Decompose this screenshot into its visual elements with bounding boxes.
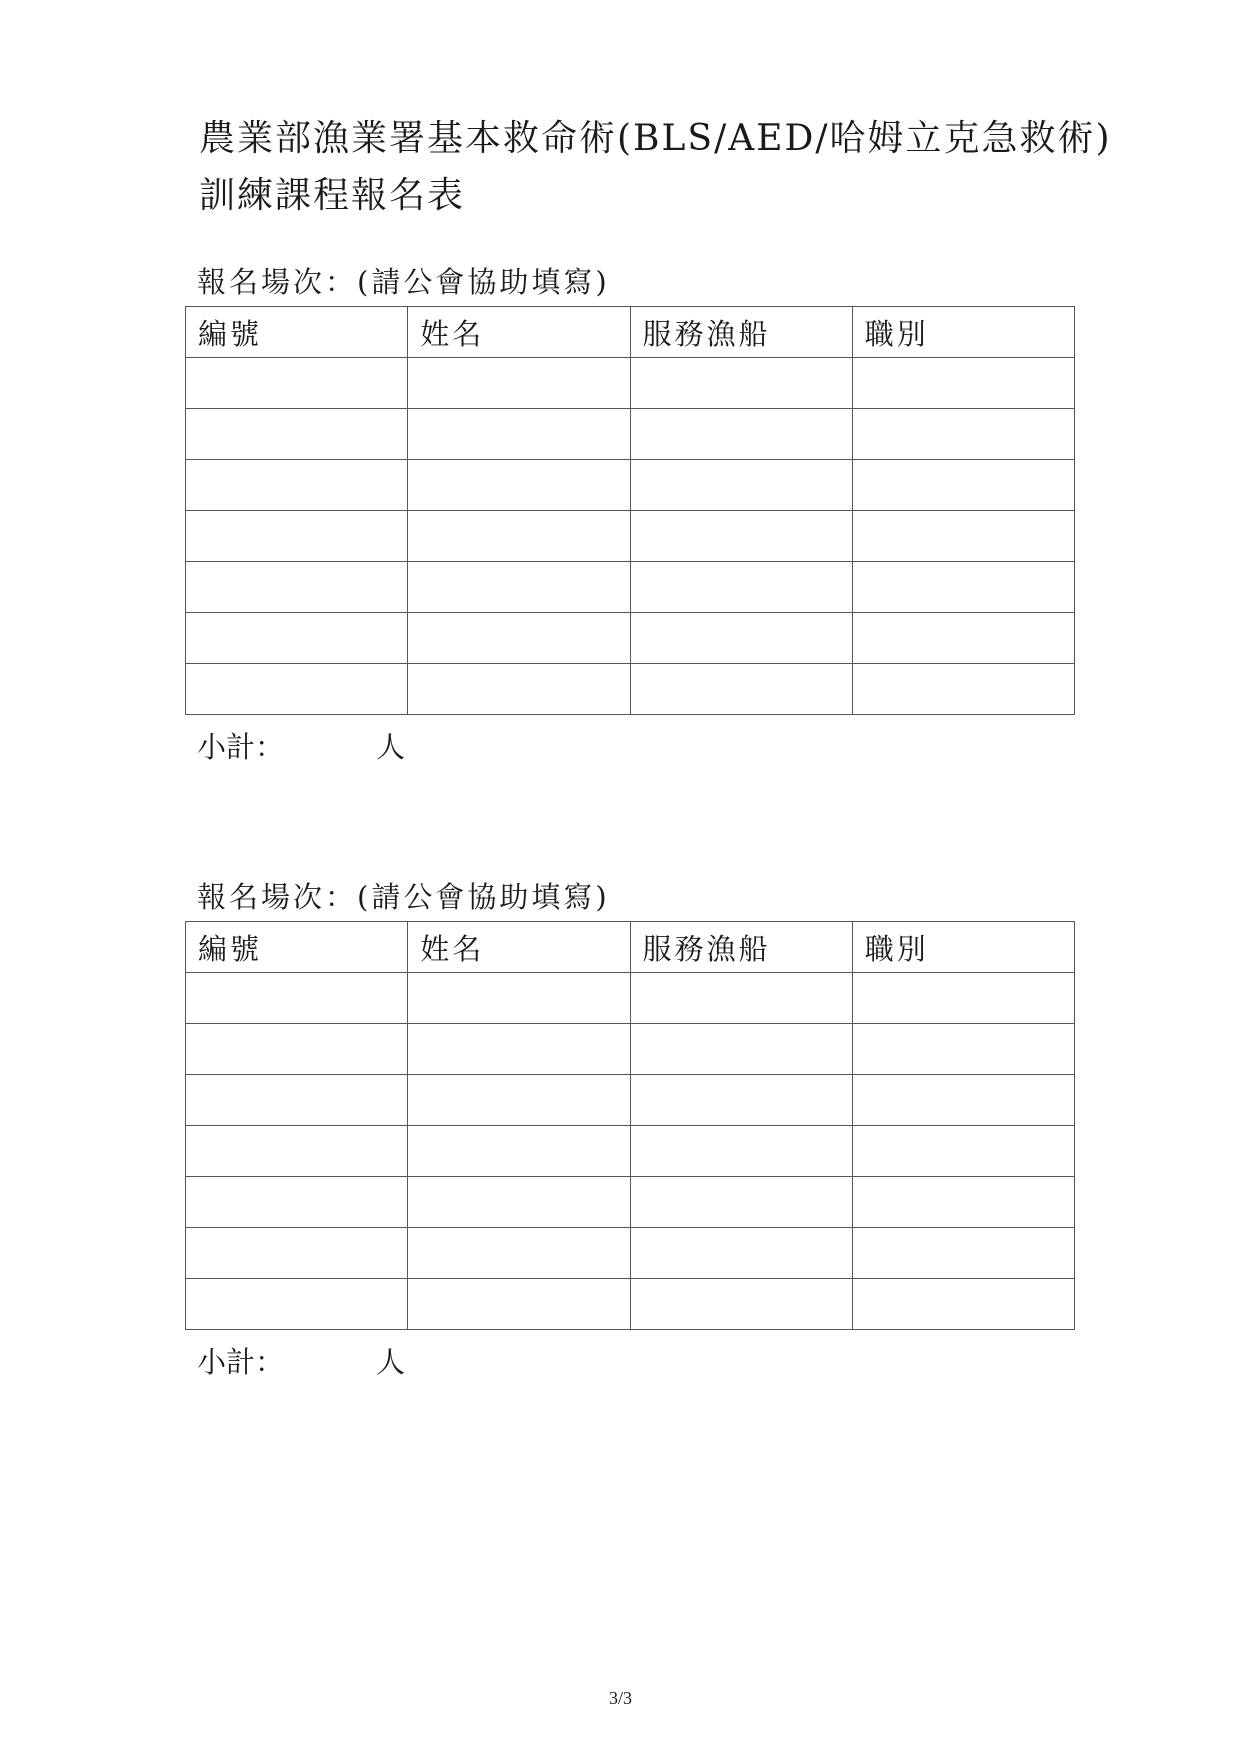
table-row xyxy=(186,358,1075,409)
column-header-name: 姓名 xyxy=(408,307,630,358)
table-cell[interactable] xyxy=(630,1024,852,1075)
registration-table xyxy=(185,306,1075,715)
table-cell[interactable] xyxy=(408,460,630,511)
table-cell[interactable] xyxy=(630,1228,852,1279)
table-cell[interactable] xyxy=(852,664,1074,715)
table-row xyxy=(186,409,1075,460)
table-cell[interactable] xyxy=(630,358,852,409)
page-number: 3/3 xyxy=(608,1688,632,1708)
table-row xyxy=(186,1177,1075,1228)
table-cell[interactable] xyxy=(408,973,630,1024)
registration-table xyxy=(185,921,1075,1330)
table-row xyxy=(186,1279,1075,1330)
table-cell[interactable] xyxy=(852,460,1074,511)
table-cell[interactable] xyxy=(852,1126,1074,1177)
session-label: 報名場次：(請公會協助填寫) xyxy=(197,880,610,914)
table-row xyxy=(186,1075,1075,1126)
column-header-position: 職別 xyxy=(852,922,1074,973)
table-row xyxy=(186,1126,1075,1177)
table-row xyxy=(186,664,1075,715)
table-cell[interactable] xyxy=(852,1279,1074,1330)
table-cell[interactable] xyxy=(408,562,630,613)
registration-section-2 xyxy=(185,877,1075,1382)
table-cell[interactable] xyxy=(408,1024,630,1075)
table-cell[interactable] xyxy=(852,358,1074,409)
table-cell[interactable] xyxy=(186,409,408,460)
table-cell[interactable] xyxy=(630,973,852,1024)
table-cell[interactable] xyxy=(408,409,630,460)
column-header-position: 職別 xyxy=(852,307,1074,358)
table-cell[interactable] xyxy=(186,1177,408,1228)
column-header-name: 姓名 xyxy=(408,922,630,973)
table-row xyxy=(186,511,1075,562)
table-cell[interactable] xyxy=(186,1024,408,1075)
table-cell[interactable] xyxy=(186,358,408,409)
table-cell[interactable] xyxy=(186,1279,408,1330)
table-cell[interactable] xyxy=(408,1279,630,1330)
table-cell[interactable] xyxy=(852,973,1074,1024)
table-cell[interactable] xyxy=(630,613,852,664)
table-cell[interactable] xyxy=(408,1126,630,1177)
table-cell[interactable] xyxy=(408,511,630,562)
table-cell[interactable] xyxy=(630,1126,852,1177)
subtotal xyxy=(185,727,1075,767)
subtotal-label: 小計： xyxy=(197,1345,285,1379)
column-header-number: 編號 xyxy=(186,307,408,358)
table-row xyxy=(186,613,1075,664)
table-cell[interactable] xyxy=(408,358,630,409)
table-header-row xyxy=(186,922,1075,973)
table-cell[interactable] xyxy=(186,1075,408,1126)
document-title xyxy=(199,110,1112,224)
table-row xyxy=(186,973,1075,1024)
table-row xyxy=(186,562,1075,613)
table-cell[interactable] xyxy=(186,613,408,664)
subtotal-unit: 人 xyxy=(376,730,406,764)
registration-section-1 xyxy=(185,262,1075,767)
table-cell[interactable] xyxy=(186,460,408,511)
table-cell[interactable] xyxy=(852,562,1074,613)
title-line-2: 訓練課程報名表 xyxy=(199,175,466,216)
title-line-1: 農業部漁業署基本救命術(BLS/AED/哈姆立克急救術) xyxy=(199,118,1112,159)
table-cell[interactable] xyxy=(852,1228,1074,1279)
subtotal-unit: 人 xyxy=(376,1345,406,1379)
table-cell[interactable] xyxy=(186,973,408,1024)
table-cell[interactable] xyxy=(630,1279,852,1330)
table-cell[interactable] xyxy=(630,1075,852,1126)
table-cell[interactable] xyxy=(852,1177,1074,1228)
column-header-vessel: 服務漁船 xyxy=(630,922,852,973)
table-cell[interactable] xyxy=(630,562,852,613)
table-header-row xyxy=(186,307,1075,358)
table-cell[interactable] xyxy=(630,664,852,715)
table-cell[interactable] xyxy=(852,511,1074,562)
table-cell[interactable] xyxy=(852,409,1074,460)
table-cell[interactable] xyxy=(186,1126,408,1177)
table-row xyxy=(186,1024,1075,1075)
subtotal xyxy=(185,1342,1075,1382)
table-cell[interactable] xyxy=(186,562,408,613)
table-row xyxy=(186,460,1075,511)
table-row xyxy=(186,1228,1075,1279)
column-header-vessel: 服務漁船 xyxy=(630,307,852,358)
table-cell[interactable] xyxy=(186,664,408,715)
table-cell[interactable] xyxy=(408,613,630,664)
subtotal-label: 小計： xyxy=(197,730,285,764)
table-cell[interactable] xyxy=(630,409,852,460)
session-label: 報名場次：(請公會協助填寫) xyxy=(197,265,610,299)
table-cell[interactable] xyxy=(852,1075,1074,1126)
table-cell[interactable] xyxy=(186,511,408,562)
column-header-number: 編號 xyxy=(186,922,408,973)
table-cell[interactable] xyxy=(408,1075,630,1126)
table-cell[interactable] xyxy=(408,664,630,715)
table-cell[interactable] xyxy=(408,1228,630,1279)
table-cell[interactable] xyxy=(852,1024,1074,1075)
table-cell[interactable] xyxy=(186,1228,408,1279)
table-cell[interactable] xyxy=(630,511,852,562)
table-cell[interactable] xyxy=(852,613,1074,664)
table-cell[interactable] xyxy=(630,1177,852,1228)
table-cell[interactable] xyxy=(408,1177,630,1228)
table-cell[interactable] xyxy=(630,460,852,511)
